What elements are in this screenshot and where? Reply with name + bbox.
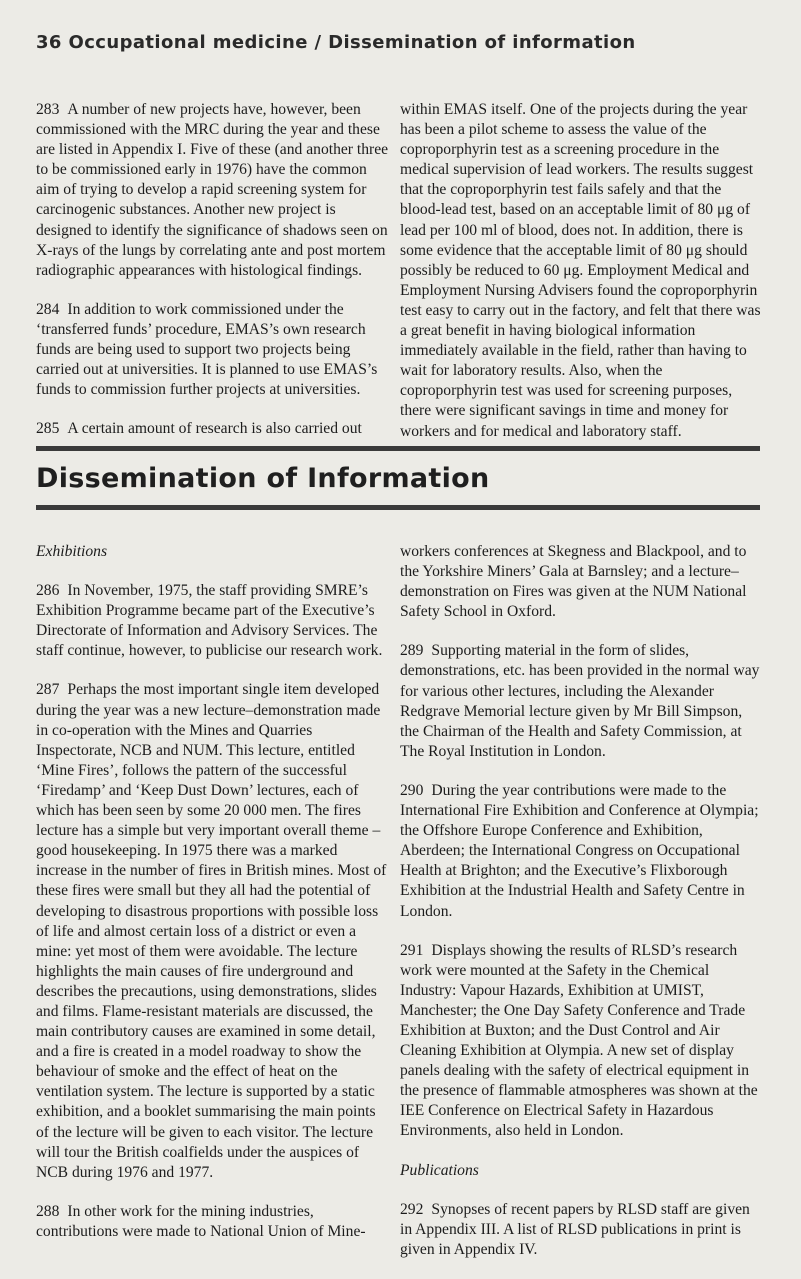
top-left-column bbox=[36, 100, 391, 458]
section-title: Dissemination of Information bbox=[36, 463, 490, 494]
paragraph-283 bbox=[36, 100, 391, 281]
running-head: 36 Occupational medicine / Dissemination of information bbox=[36, 32, 636, 53]
paragraph-number: 288 bbox=[36, 1202, 60, 1220]
paragraph-text: within EMAS itself. One of the projects during the year has been a pilot scheme to assess the value of the coproporphyrin test as a screening procedure in the medical supervision of lead workers. The results suggest that the coproporphyrin test fails safely and that the blood-lead test, based on an acceptable limit of 80 μg of lead per 100 ml of blood, does not. In addition, there is some evidence that the acceptable limit of 80 μg should possibly be reduced to 60 μg. Employment Medical and Employment Nursing Advisers found the coproporphyrin test easy to carry out in the factory, and felt that there was a great benefit in having biological information immediately available in the field, rather than having to wait for laboratory results. Also, when the coproporphyrin test was used for screening purposes, there were significant savings in time and money for workers and for medical and laboratory staff. bbox=[400, 101, 761, 440]
paragraph-291 bbox=[400, 941, 762, 1142]
paragraph-285-continued bbox=[400, 100, 762, 442]
paragraph-292 bbox=[400, 1200, 762, 1260]
paragraph-288 bbox=[36, 1202, 391, 1242]
paragraph-290 bbox=[400, 781, 762, 922]
subhead-publications: Publications bbox=[400, 1161, 479, 1179]
paragraph-289 bbox=[400, 641, 762, 762]
top-right-column bbox=[400, 100, 762, 461]
paragraph-text: workers conferences at Skegness and Blackpool, and to the Yorkshire Miners’ Gala at Barnsley; and a lecture–demonstration on Fires was given at the NUM National Safety School in Oxford. bbox=[400, 543, 747, 621]
paragraph-284 bbox=[36, 300, 391, 400]
paragraph-text: Displays showing the results of RLSD’s research work were mounted at the Safety in the Chemical Industry: Vapour Hazards, Exhibition at UMIST, Manchester; the One Day Safety Conference and Trade Exhibition at Buxton; and the Dust Control and Air Cleaning Exhibition at Olympia. A new set of display panels dealing with the safety of electrical equipment in the presence of flammable atmospheres was shown at the IEE Conference on Electrical Safety in Hazardous Environments, also held in London. bbox=[400, 941, 758, 1140]
paragraph-text: A certain amount of research is also carried out bbox=[67, 420, 362, 438]
paragraph-text: In other work for the mining industries, contributions were made to National Union of Mine- bbox=[36, 1202, 366, 1240]
paragraph-288-continued bbox=[400, 542, 762, 622]
paragraph-number: 292 bbox=[400, 1200, 424, 1218]
paragraph-text: In November, 1975, the staff providing SMRE’s Exhibition Programme became part of the Executive’s Directorate of Information and Advisory Services. The staff continue, however, to publicise our research work. bbox=[36, 582, 383, 660]
paragraph-286 bbox=[36, 581, 391, 661]
paragraph-text: Supporting material in the form of slides, demonstrations, etc. has been provided in the normal way for various other lectures, including the Alexander Redgrave Memorial lecture given by Mr Bill Simpson, the Chairman of the Health and Safety Commission, at The Royal Institution in London. bbox=[400, 642, 760, 760]
paragraph-number: 290 bbox=[400, 781, 424, 799]
paragraph-number: 287 bbox=[36, 681, 60, 699]
paragraph-285 bbox=[36, 419, 391, 439]
paragraph-text: In addition to work commissioned under the ‘transferred funds’ procedure, EMAS’s own research funds are being used to support two projects being carried out at universities. It is planned to use EMAS’s funds to commission further projects at universities. bbox=[36, 300, 378, 399]
subhead-exhibitions: Exhibitions bbox=[36, 543, 108, 560]
paragraph-287 bbox=[36, 680, 391, 1182]
paragraph-number: 283 bbox=[36, 101, 60, 118]
paragraph-text: Synopses of recent papers by RLSD staff are given in Appendix III. A list of RLSD publications in print is given in Appendix IV. bbox=[400, 1200, 750, 1258]
bottom-right-column bbox=[400, 542, 762, 1279]
section-rule-bottom bbox=[36, 505, 760, 510]
paragraph-text: A number of new projects have, however, been commissioned with the MRC during the year and these are listed in Appendix I. Five of these (and another three to be commissioned early in 1976) have the common aim of trying to develop a rapid screening system for carcinogenic substances. Another new project is designed to identify the significance of shadows seen on X-rays of the lungs by correlating ante and post mortem radiographic appearances with histological findings. bbox=[36, 101, 389, 279]
paragraph-text: During the year contributions were made to the International Fire Exhibition and Conference at Olympia; the Offshore Europe Conference and Exhibition, Aberdeen; the International Congress on Occupational Health at Brighton; and the Executive’s Flixborough Exhibition at the Industrial Health and Safety Centre in London. bbox=[400, 781, 759, 920]
paragraph-number: 291 bbox=[400, 941, 424, 959]
paragraph-number: 284 bbox=[36, 300, 60, 318]
section-rule-top bbox=[36, 446, 760, 451]
paragraph-number: 285 bbox=[36, 420, 60, 438]
paragraph-text: Perhaps the most important single item developed during the year was a new lecture–demonstration made in co-operation with the Mines and Quarries Inspectorate, NCB and NUM. This lecture, entitled ‘Mine Fires’, follows the pattern of the successful ‘Firedamp’ and ‘Keep Dust Down’ lectures, each of which has been seen by some 20 000 men. The fires lecture has a simple but very important overall theme – good housekeeping. In 1975 there was a marked increase in the number of fires in British mines. Most of these fires were small but they all had the potential of developing to disastrous proportions with possible loss of life and almost certain loss of a district or even a mine: yet most of them were avoidable. The lecture highlights the main causes of fire underground and describes the precautions, using demonstrations, slides and films. Flame-resistant materials are discussed, the main contributory causes are examined in some detail, and a fire is created in a model roadway to show the behaviour of smoke and the effect of heat on the ventilation system. The lecture is supported by a static exhibition, and a booklet summarising the main points of the lecture will be given to each visitor. The lecture will tour the British coalfields under the auspices of NCB during 1976 and 1977. bbox=[36, 681, 387, 1181]
paragraph-number: 286 bbox=[36, 582, 60, 600]
bottom-left-column bbox=[36, 542, 391, 1261]
paragraph-number: 289 bbox=[400, 642, 424, 660]
